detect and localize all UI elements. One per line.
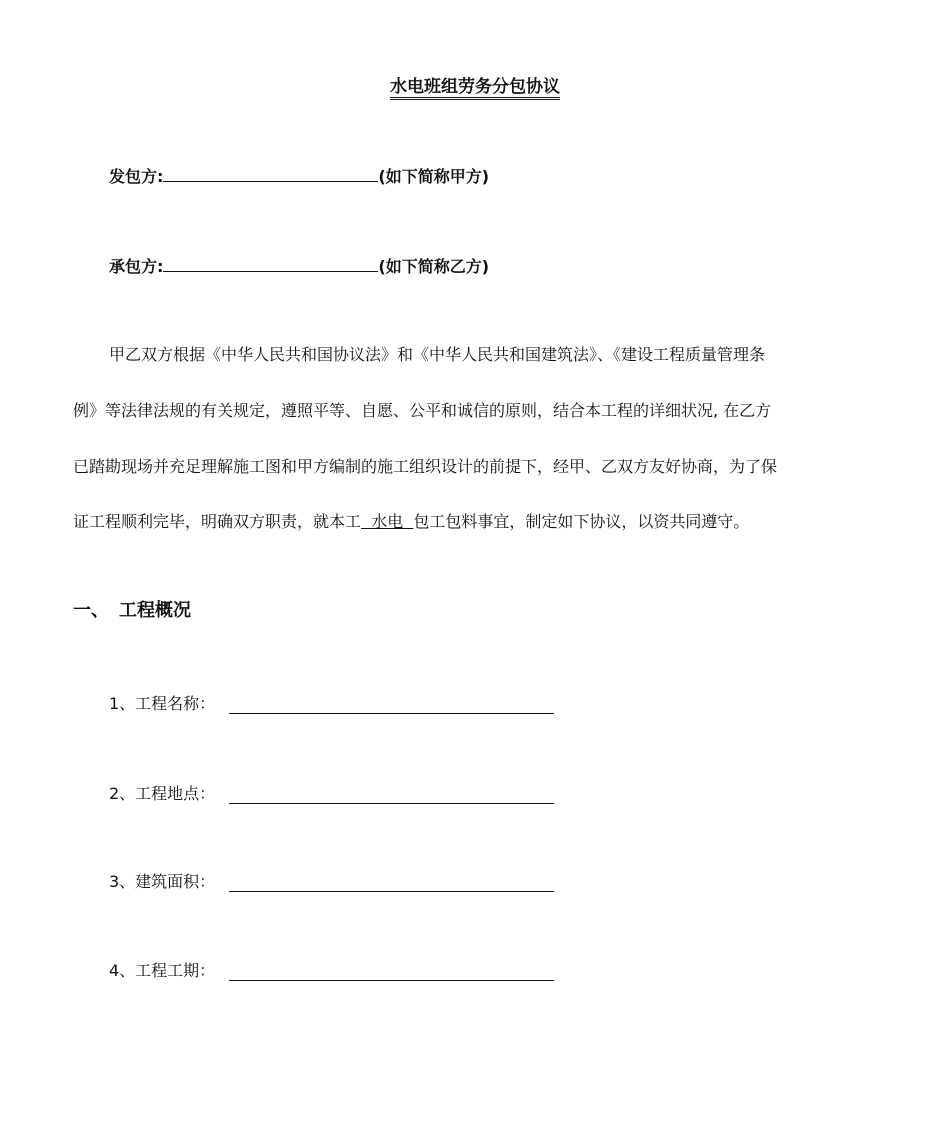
- party-b-label: 承包方:: [109, 257, 164, 276]
- party-b-suffix: (如下简称乙方): [378, 257, 490, 276]
- item-label: 4、工程工期：: [109, 961, 216, 980]
- item-blank-line: [229, 980, 554, 981]
- intro-line-2: 例》等法律法规的有关规定，遵照平等、自愿、公平和诚信的原则，结合本工程的详细状况, 在乙方: [73, 401, 772, 420]
- intro-line-3: 已踏勘现场并充足理解施工图和甲方编制的施工组织设计的前提下，经甲、乙双方友好协商，为了保: [73, 457, 778, 476]
- section-1-number: 一、: [73, 600, 109, 621]
- item-project-location: [109, 782, 215, 806]
- document-title: [0, 74, 950, 100]
- party-a-line: [109, 163, 489, 189]
- party-b-line: [109, 253, 489, 279]
- item-building-area: [109, 870, 215, 894]
- party-a-blank: [163, 163, 378, 182]
- item-label: 3、建筑面积：: [109, 872, 216, 891]
- item-project-duration: [109, 959, 215, 983]
- section-1-title: 工程概况: [119, 600, 191, 621]
- party-a-label: 发包方:: [109, 167, 164, 186]
- item-blank-line: [229, 713, 554, 714]
- item-label: 1、工程名称：: [109, 694, 216, 713]
- intro-line-4-underlined: 水电: [361, 512, 414, 531]
- section-1-heading: [73, 597, 191, 625]
- item-label: 2、工程地点：: [109, 784, 216, 803]
- intro-line-1: 甲乙双方根据《中华人民共和国协议法》和《中华人民共和国建筑法》、《建设工程质量管理条: [109, 345, 766, 364]
- item-blank-line: [229, 803, 554, 804]
- party-b-blank: [163, 253, 378, 272]
- intro-line-4-before: 证工程顺利完毕，明确双方职责，就本工: [73, 512, 362, 531]
- intro-line-4-after: 包工包料事宜，制定如下协议，以资共同遵守。: [413, 512, 750, 531]
- title-text: 水电班组劳务分包协议: [390, 77, 560, 100]
- item-project-name: [109, 692, 215, 716]
- item-blank-line: [229, 891, 554, 892]
- party-a-suffix: (如下简称甲方): [378, 167, 490, 186]
- intro-line-4: [73, 508, 883, 535]
